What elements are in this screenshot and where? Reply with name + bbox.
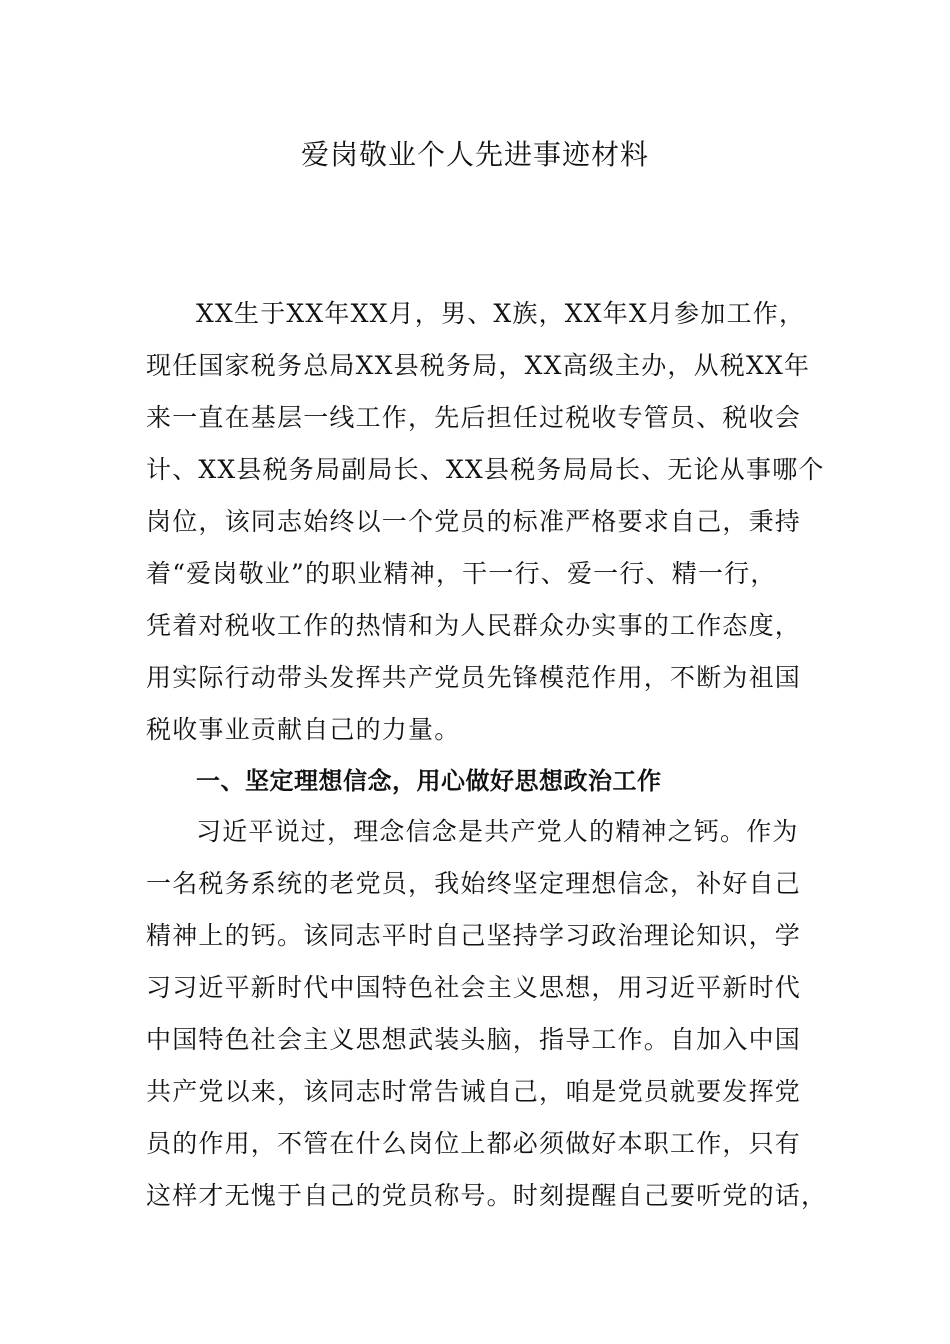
paragraph-1-line: 税收事业贡献自己的力量。 bbox=[146, 715, 461, 744]
document-title: 爱岗敬业个人先进事迹材料 bbox=[300, 138, 649, 171]
paragraph-1-line: 来一直在基层一线工作，先后担任过税收专管员、税收会 bbox=[146, 403, 802, 432]
paragraph-1-line: 着“爱岗敬业”的职业精神，干一行、爱一行、精一行， bbox=[146, 559, 777, 588]
paragraph-1-line: XX生于XX年XX月，男、X族，XX年X月参加工作， bbox=[196, 299, 806, 328]
paragraph-2-line: 员的作用，不管在什么岗位上都必须做好本职工作，只有 bbox=[146, 1129, 802, 1158]
paragraph-1-line: 计、XX县税务局副局长、XX县税务局局长、无论从事哪个 bbox=[146, 455, 825, 484]
paragraph-2-line: 习习近平新时代中国特色社会主义思想，用习近平新时代 bbox=[146, 973, 802, 1002]
paragraph-2-line: 中国特色社会主义思想武装头脑，指导工作。自加入中国 bbox=[146, 1025, 802, 1054]
paragraph-1-line: 现任国家税务总局XX县税务局，XX高级主办，从税XX年 bbox=[146, 351, 811, 380]
paragraph-2-line: 共产党以来，该同志时常告诫自己，咱是党员就要发挥党 bbox=[146, 1077, 802, 1106]
paragraph-2-line: 习近平说过，理念信念是共产党人的精神之钙。作为 bbox=[196, 817, 799, 846]
paragraph-1-line: 用实际行动带头发挥共产党员先锋模范作用，不断为祖国 bbox=[146, 663, 802, 692]
paragraph-1-line: 岗位，该同志始终以一个党员的标准严格要求自己，秉持 bbox=[146, 507, 802, 536]
paragraph-2-line: 一名税务系统的老党员，我始终坚定理想信念，补好自己 bbox=[146, 869, 802, 898]
section-heading: 一、坚定理想信念，用心做好思想政治工作 bbox=[196, 767, 662, 795]
paragraph-2-line: 这样才无愧于自己的党员称号。时刻提醒自己要听党的话， bbox=[146, 1181, 828, 1210]
paragraph-1-line: 凭着对税收工作的热情和为人民群众办实事的工作态度， bbox=[146, 611, 802, 640]
paragraph-2-line: 精神上的钙。该同志平时自己坚持学习政治理论知识，学 bbox=[146, 921, 802, 950]
